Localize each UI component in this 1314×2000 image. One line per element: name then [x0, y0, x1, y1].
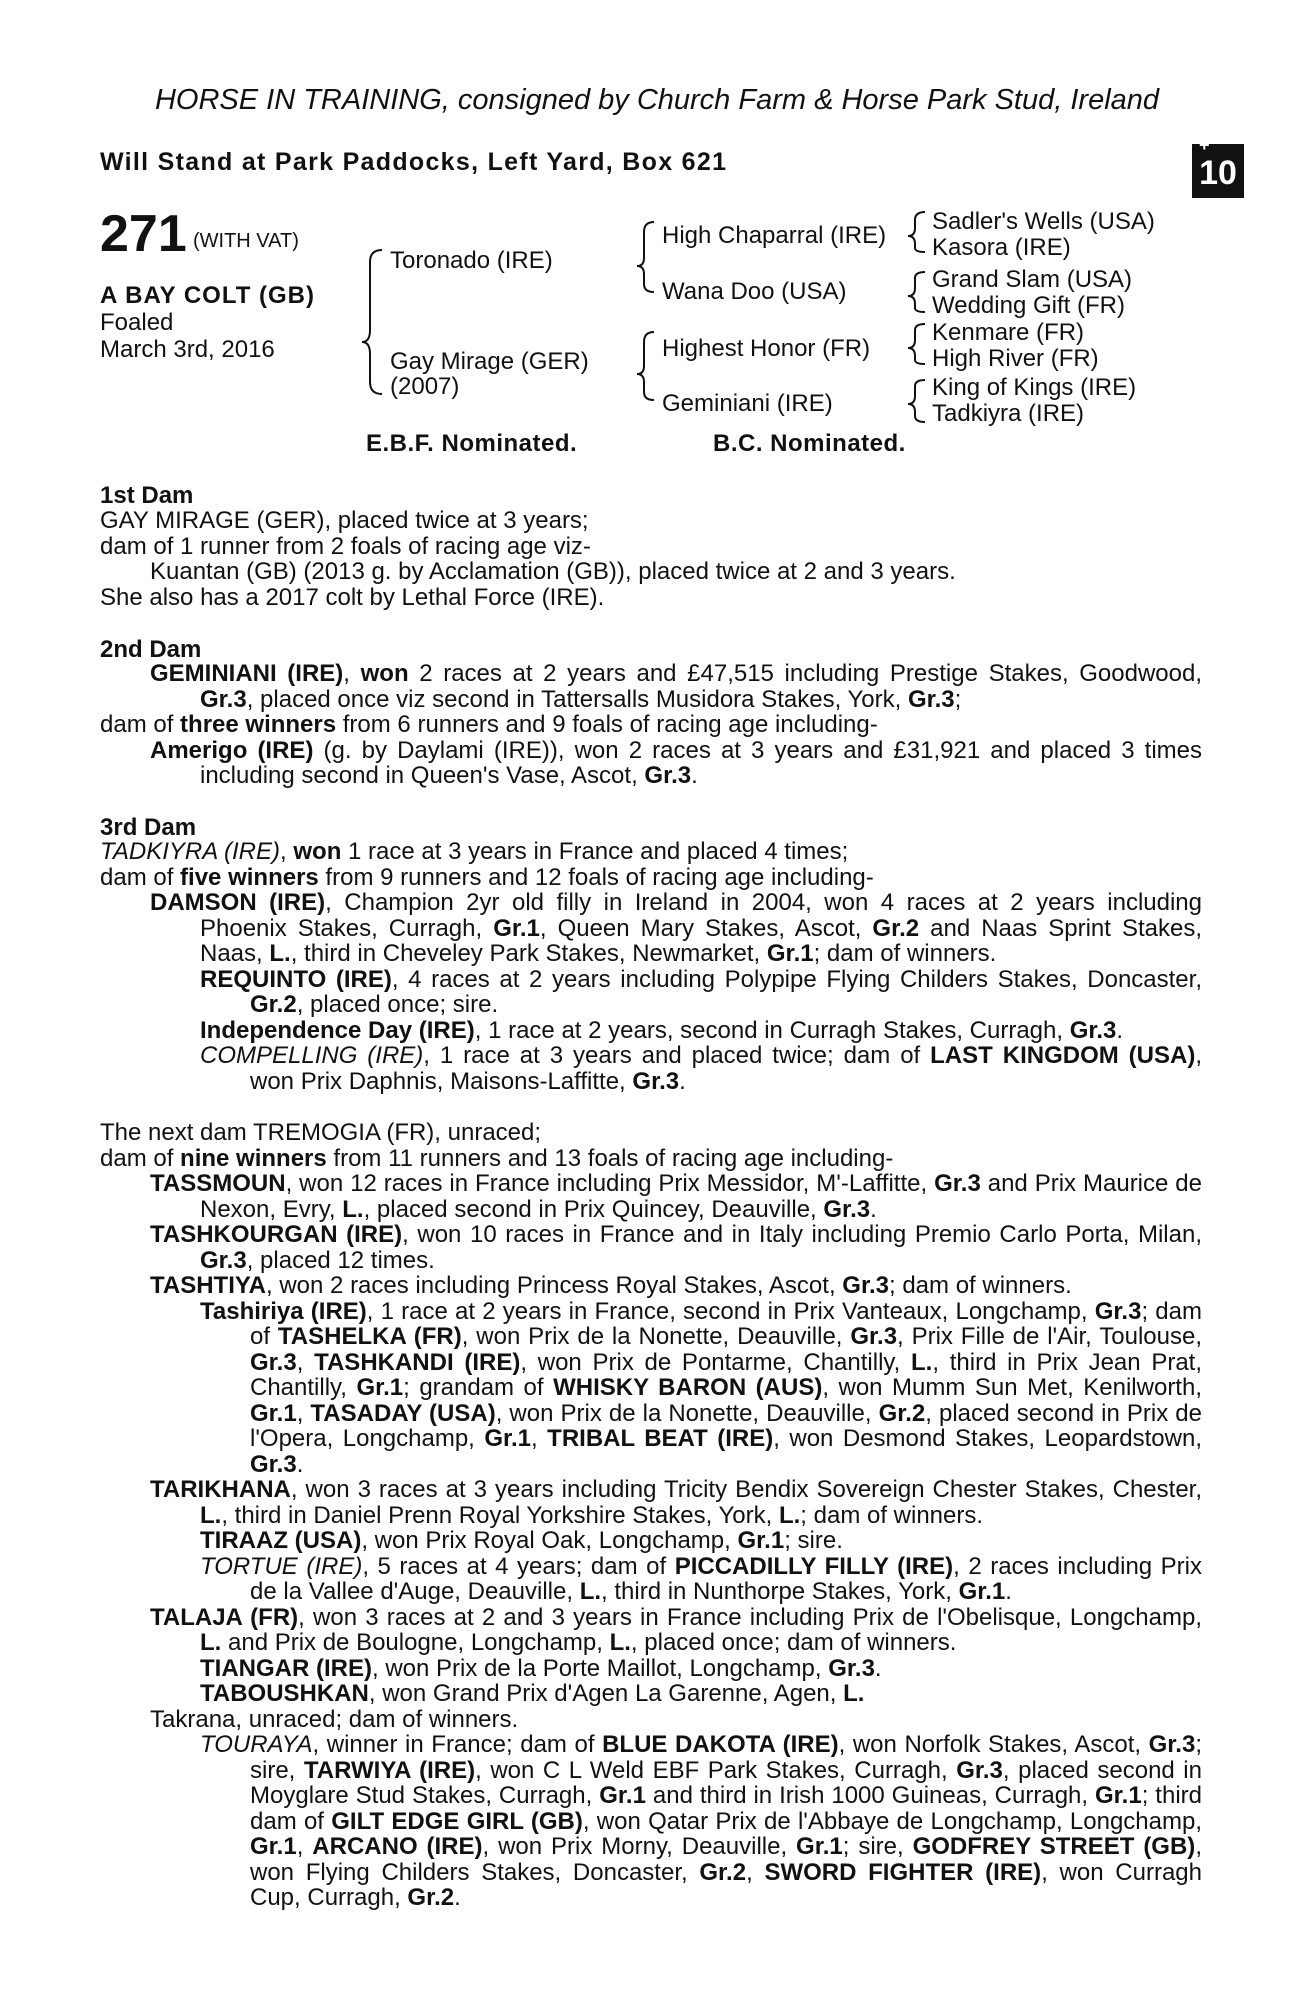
dam2-heading: 2nd Dam — [100, 636, 202, 663]
dam-sire-dam: High River (FR) — [932, 345, 1099, 372]
dam-sire: Highest Honor (FR) — [662, 335, 871, 362]
dam3-produce: DAMSON (IRE), Champion 2yr old filly in Ireland in 2004, won 4 races at 2 years including Phoenix Stakes, Curragh, Gr.1, Queen Mary Stakes, Ascot, Gr.2 and Naas Sprint Stakes, Naas, L., third in Cheveley Park Stakes, Newmarket, Gr.1; dam of winners. — [150, 889, 1203, 967]
lot-number: 271 — [100, 205, 187, 263]
dam: Gay Mirage (GER) — [390, 348, 589, 375]
dam-year: (2007) — [390, 373, 460, 400]
dam3-record: TADKIYRA (IRE), won 1 race at 3 years in France and placed 4 times; — [100, 838, 849, 865]
dam2-record: GEMINIANI (IRE), won 2 races at 2 years and £47,515 including Prestige Stakes, Goodwood, Gr.3, placed once viz second in Tattersalls Musidora Stakes, York, Gr.3; — [150, 660, 1203, 713]
dam1-heading: 1st Dam — [100, 482, 194, 509]
page-heading: HORSE IN TRAINING, consigned by Church Farm & Horse Park Stud, Ireland — [154, 84, 1160, 116]
next-dam-summary: dam of nine winners from 11 runners and 13 foals of racing age including- — [100, 1144, 894, 1172]
dam3-produce: Independence Day (IRE), 1 race at 2 years, second in Curragh Stakes, Curragh, Gr.3. — [200, 1016, 1124, 1044]
next-dam-produce: TABOUSHKAN, won Grand Prix d'Agen La Garenne, Agen, L. — [200, 1680, 865, 1707]
dam-dam: Geminiani (IRE) — [662, 390, 833, 417]
next-dam-produce: Tashiriya (IRE), 1 race at 2 years in France, second in Prix Vanteaux, Longchamp, Gr.3; dam of TASHELKA (FR), won Prix de la Nonette, Deauville, Gr.3, Prix Fille de l'Air, Toulouse, Gr.3, TASHKANDI (IRE), won Prix de Pontarme, Chantilly, L., third in Prix Jean Prat, Chantilly, Gr.1; grandam of WHISKY BARON (AUS), won Mumm Sun Met, Kenilworth, Gr.1, TASADAY (USA), won Prix de la Nonette, Deauville, Gr.2, placed second in Prix de l'Opera, Longchamp, Gr.1, TRIBAL BEAT (IRE), won Desmond Stakes, Leopardstown, Gr.3. — [200, 1297, 1203, 1478]
next-dam-produce: TASHKOURGAN (IRE), won 10 races in France and in Italy including Premio Carlo Porta, Milan, Gr.3, placed 12 times. — [150, 1221, 1202, 1274]
next-dam-record: The next dam TREMOGIA (FR), unraced; — [100, 1119, 542, 1146]
dam2-produce: Amerigo (IRE) (g. by Daylami (IRE)), won 2 races at 3 years and £31,921 and placed 3 times including second in Queen's Vase, Ascot, Gr.3. — [150, 736, 1202, 789]
dam3-section — [100, 839, 1202, 1094]
next-dam-produce: TASSMOUN, won 12 races in France including Prix Messidor, M'-Laffitte, Gr.3 and Prix Maurice de Nexon, Evry, L., placed second in Prix Quincey, Deauville, Gr.3. — [150, 1170, 1203, 1223]
sire-sire-dam: Kasora (IRE) — [932, 234, 1071, 261]
dam-sire-sire: Kenmare (FR) — [932, 319, 1085, 346]
next-dam-produce: TIRAAZ (USA), won Prix Royal Oak, Longchamp, Gr.1; sire. — [200, 1527, 843, 1554]
next-dam-produce: TALAJA (FR), won 3 races at 2 and 3 years in France including Prix de l'Obelisque, Longchamp, L. and Prix de Boulogne, Longchamp, L., placed once; dam of winners. — [150, 1603, 1202, 1656]
sire-dam-dam: Wedding Gift (FR) — [932, 292, 1125, 319]
sire-dam-sire: Grand Slam (USA) — [932, 266, 1133, 293]
sire: Toronado (IRE) — [390, 247, 553, 274]
vat-label: (WITH VAT) — [193, 230, 299, 252]
next-dam-produce: TASHTIYA, won 2 races including Princess Royal Stakes, Ascot, Gr.3; dam of winners. — [150, 1272, 1072, 1299]
dam3-produce: REQUINTO (IRE), 4 races at 2 years including Polypipe Flying Childers Stakes, Doncaster, Gr.2, placed once; sire. — [200, 965, 1202, 1018]
next-dam-produce: Takrana, unraced; dam of winners. — [150, 1705, 519, 1733]
dam2-section — [100, 661, 1202, 789]
dam1-section — [100, 508, 1202, 610]
dam-dam-dam: Tadkiyra (IRE) — [932, 400, 1085, 427]
stand-location: Will Stand at Park Paddocks, Left Yard, Box 621 — [100, 148, 728, 176]
foaled-label: Foaled — [100, 309, 174, 336]
next-dam-produce: TOURAYA, winner in France; dam of BLUE DAKOTA (IRE), won Norfolk Stakes, Ascot, Gr.3; sire, TARWIYA (IRE), won C L Weld EBF Park Stakes, Curragh, Gr.3, placed second in Moyglare Stud Stakes, Curragh, Gr.1 and third in Irish 1000 Guineas, Curragh, Gr.1; third dam of GILT EDGE GIRL (GB), won Qatar Prix de l'Abbaye de Longchamp, Longchamp, Gr.1, ARCANO (IRE), won Prix Morny, Deauville, Gr.1; sire, GODFREY STREET (GB), won Flying Childers Stakes, Doncaster, Gr.2, SWORD FIGHTER (IRE), won Curragh Cup, Curragh, Gr.2. — [200, 1731, 1202, 1911]
next-dam-produce: TORTUE (IRE), 5 races at 4 years; dam of PICCADILLY FILLY (IRE), 2 races including Prix de la Vallee d'Auge, Deauville, L., third in Nunthorpe Stakes, York, Gr.1. — [200, 1552, 1203, 1605]
foaled-date: March 3rd, 2016 — [100, 336, 275, 363]
next-dam-section — [100, 1120, 1202, 1911]
next-dam-produce: TARIKHANA, won 3 races at 3 years including Tricity Bendix Sovereign Chester Stakes, Chester, L., third in Daniel Prenn Royal Yorkshire Stakes, York, L.; dam of winners. — [150, 1476, 1202, 1529]
dam3-produce: COMPELLING (IRE), 1 race at 3 years and placed twice; dam of LAST KINGDOM (USA), won Prix Daphnis, Maisons-Laffitte, Gr.3. — [200, 1042, 1202, 1095]
bc-nomination: B.C. Nominated. — [713, 430, 906, 457]
horse-description: A BAY COLT (GB) — [100, 282, 316, 309]
dam3-summary: dam of five winners from 9 runners and 12 foals of racing age including- — [100, 863, 874, 891]
sire-sire-sire: Sadler's Wells (USA) — [932, 208, 1155, 235]
lot-badge: + 10 — [1192, 144, 1244, 198]
dam1-line: dam of 1 runner from 2 foals of racing age viz- — [100, 532, 591, 560]
dam2-summary: dam of three winners from 6 runners and 9 foals of racing age including- — [100, 711, 878, 738]
dam1-line: She also has a 2017 colt by Lethal Force (IRE). — [100, 583, 605, 611]
dam-dam-sire: King of Kings (IRE) — [932, 374, 1137, 401]
dam1-line: GAY MIRAGE (GER), placed twice at 3 years; — [100, 507, 589, 534]
next-dam-produce: TIANGAR (IRE), won Prix de la Porte Maillot, Longchamp, Gr.3. — [200, 1654, 882, 1682]
sire-dam: Wana Doo (USA) — [662, 278, 847, 305]
dam3-heading: 3rd Dam — [100, 814, 197, 841]
dam1-produce: Kuantan (GB) (2013 g. by Acclamation (GB)), placed twice at 2 and 3 years. — [150, 558, 956, 585]
ebf-nomination: E.B.F. Nominated. — [366, 430, 578, 457]
sire-sire: High Chaparral (IRE) — [662, 222, 887, 249]
